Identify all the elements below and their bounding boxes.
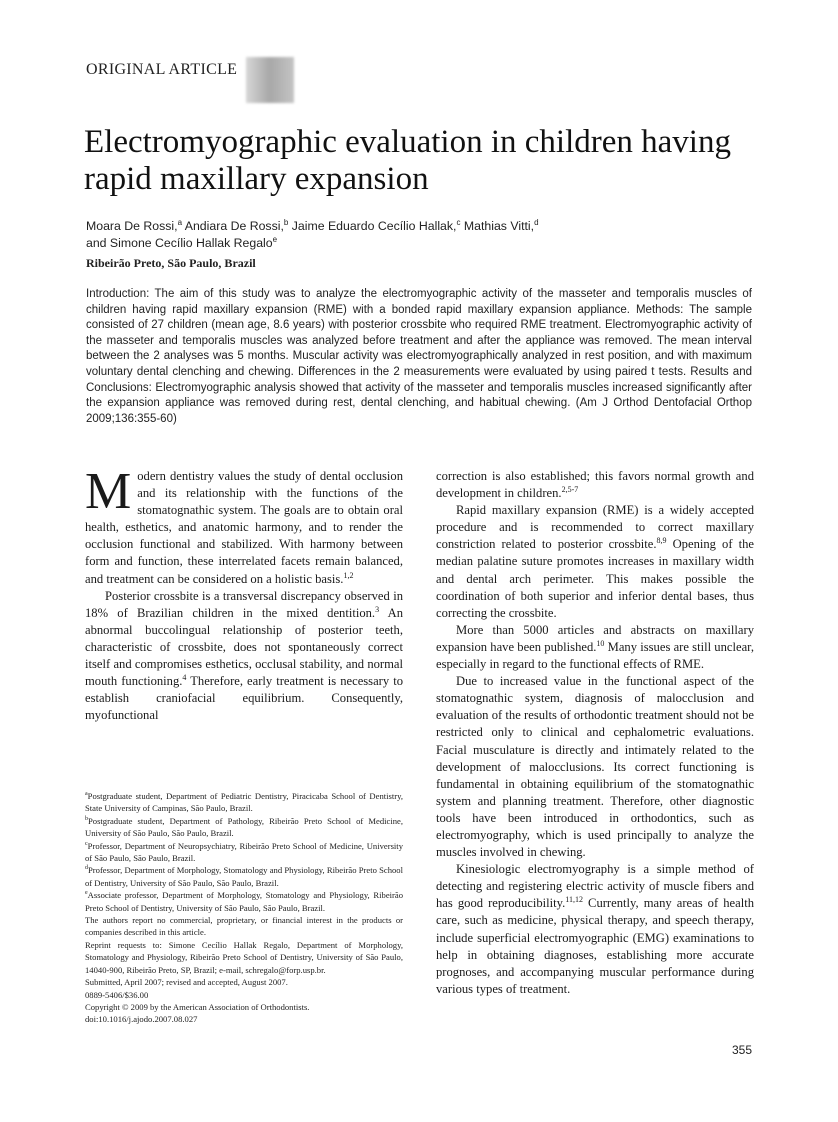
author-affiliation-mark: d (534, 217, 539, 227)
footnote-text: Postgraduate student, Department of Pediatric Dentistry, Piracicaba School of Dentistry, State University of Campinas, São Paulo, Brazil. (85, 791, 403, 814)
author-name: and Simone Cecílio Hallak Regalo (86, 236, 273, 250)
section-label: ORIGINAL ARTICLE (86, 61, 238, 78)
citation-ref: 10 (596, 638, 605, 648)
body-column-left (85, 463, 403, 724)
footnote-mark: e (85, 890, 88, 897)
footnote-text: Postgraduate student, Department of Pathology, Ribeirão Preto School of Medicine, University of São Paulo, São Paulo, Brazil. (85, 815, 403, 839)
paragraph-text: Opening of the median palatine suture promotes increases in maxillary width and dental arch perimeter. This makes possible the coordination of both superior and inferior dental bases, thus correcting the crossbite. (436, 537, 754, 620)
author-affiliation-mark: b (283, 217, 289, 227)
abstract: Introduction: The aim of this study was to analyze the electromyographic activity of the masseter and temporalis muscles of children having rapid maxillary expansion (RME) with a bonded rapid maxillary expansion appliance. Methods: The sample consisted of 27 children (mean age, 8.6 years) with posterior crossbite who required RME treatment. Electromyographic activity of the masseter and temporalis muscles was analyzed before treatment and after the appliance was removed. The mean interval between the 2 analyses was 5 months. Muscular activity was electromyographically analyzed in rest position, and with maximum voluntary dental clenching and chewing. Differences in the 2 measurements were evaluated by using paired t tests. Results and Conclusions: Electromyographic analysis showed that activity of the masseter and temporalis muscles increased significantly after the expansion appliance was removed during rest, dental clenching, and habitual chewing. (Am J Orthod Dentofacial Orthop 2009;136:355-60) (86, 288, 752, 425)
paragraph-text: Currently, many areas of health care, such as medicine, physical therapy, and speech therapy, include superficial electromyographic (EMG) examinations to help in obtaining diagnoses, establishing more accurate prognoses, and accompanying muscular performance during various types of treatment. (436, 896, 754, 996)
citation-ref: 3 (375, 604, 380, 614)
citation-ref: 4 (182, 672, 187, 682)
page-number: 355 (732, 1043, 753, 1057)
body-paragraph (85, 463, 403, 588)
disclosure-note: The authors report no commercial, proprietary, or financial interest in the products or companies described in this article. (85, 915, 403, 938)
footnote-mark: a (85, 791, 88, 798)
section-decoration-bar (246, 57, 294, 103)
body-paragraph (436, 502, 754, 622)
author-list (86, 218, 746, 252)
doi: doi:10.1016/j.ajodo.2007.08.027 (85, 1014, 198, 1025)
author-location: Ribeirão Preto, São Paulo, Brazil (86, 256, 256, 270)
body-paragraph (436, 468, 754, 502)
footnote-mark: d (85, 865, 88, 872)
paragraph-text: More than 5000 articles and abstracts on maxillary expansion have been published. (436, 622, 754, 654)
footnote (85, 790, 403, 815)
body-paragraph (85, 588, 403, 725)
reprint-requests: Reprint requests to: Simone Cecílio Hallak Regalo, Department of Morphology, Stomatology and Physiology, Ribeirão Preto School of Dentistry, University of São Paulo, 14040-900, Ribeirão Preto, SP, Brazil; e-mail, schregalo@forp.usp.br. (85, 939, 403, 975)
body-column-right (436, 468, 754, 998)
author-name: Mathias Vitti, (460, 219, 535, 233)
footnote (85, 815, 403, 840)
citation-ref: 11,12 (565, 895, 583, 905)
footnote-text: Professor, Department of Morphology, Stomatology and Physiology, Ribeirão Preto School of Dentistry, University of São Paulo, São Paulo, Brazil. (85, 865, 403, 888)
paragraph-text: An abnormal buccolingual relationship of posterior teeth, characteristic of crossbite, does not spontaneously correct itself and compromises esthetics, occlusal stability, and normal mouth functioning. (85, 605, 403, 689)
author-name: Jaime Eduardo Cecílio Hallak, (288, 219, 457, 233)
body-paragraph (436, 622, 754, 673)
paragraph-text: Rapid maxillary expansion (RME) is a widely accepted procedure and is recommended to correct maxillary constriction related to posterior crossbite. (436, 503, 754, 552)
issn: 0889-5406/$36.00 (85, 989, 149, 1000)
footnote-text: Associate professor, Department of Morphology, Stomatology and Physiology, Ribeirão Preto School of Dentistry, University of São Paulo, São Paulo, Brazil. (85, 890, 403, 913)
footnote (85, 840, 403, 865)
paragraph-text: Many issues are still unclear, especially in regard to the functional effects of RME. (436, 639, 754, 672)
drop-cap: M (85, 463, 132, 520)
body-paragraph: Due to increased value in the functional aspect of the stomatognathic system, diagnosis of malocclusion and evaluation of the results of orthodontic treatment should not be restricted only to clinical and cephalometric evaluations. Facial musculature is directly and intimately related to the development of malocclusions. Its correct functioning is fundamental in obtaining equilibrium of the stomatognathic system and planning treatment. Therefore, other diagnostic tools have been introduced in orthodontics, such as electromyography, which is used principally to analyze the muscles involved in chewing. (436, 674, 754, 860)
paragraph-text: Kinesiologic electromyography is a simple method of detecting and registering electric activity of muscle fibers and has good reproducibility. (436, 862, 754, 911)
submission-dates: Submitted, April 2007; revised and accepted, August 2007. (85, 977, 288, 988)
body-paragraph (436, 861, 754, 998)
footnote-mark: b (85, 815, 88, 822)
footnote (85, 889, 403, 914)
citation-ref: 2,5-7 (561, 484, 579, 494)
article-title: Electromyographic evaluation in children having rapid maxillary expansion (84, 124, 731, 197)
footnote (85, 864, 403, 889)
footnotes (85, 790, 403, 1026)
footnote-mark: c (85, 840, 88, 847)
paragraph-text: Posterior crossbite is a transversal discrepancy observed in 18% of Brazilian children in the mixed dentition. (85, 588, 403, 620)
citation-ref: 1,2 (343, 570, 354, 580)
paragraph-text: correction is also established; this favors normal growth and development in children. (436, 469, 754, 501)
author-name: Andiara De Rossi, (182, 219, 284, 233)
paragraph-text: odern dentistry values the study of dental occlusion and its relationship with the functions of the stomatognathic system. The goals are to obtain oral health, esthetics, and anatomic harmony, and to render the occlusion functional and stabilized. With harmony between form and function, these interrelated facets remain balanced, and treatment can be considered on a holistic basis. (85, 469, 403, 586)
author-affiliation-mark: e (272, 234, 278, 244)
author-affiliation-mark: c (456, 217, 461, 227)
paragraph-text: Therefore, early treatment is necessary to establish craniofacial equilibrium. Consequently, myofunctional (85, 674, 403, 723)
footnote-text: Professor, Department of Neuropsychiatry, Ribeirão Preto School of Medicine, University of São Paulo, São Paulo, Brazil. (85, 840, 403, 864)
citation-ref: 8,9 (656, 536, 667, 546)
author-affiliation-mark: a (177, 217, 183, 227)
author-name: Moara De Rossi, (86, 219, 178, 233)
copyright: Copyright © 2009 by the American Association of Orthodontists. (85, 1001, 310, 1012)
